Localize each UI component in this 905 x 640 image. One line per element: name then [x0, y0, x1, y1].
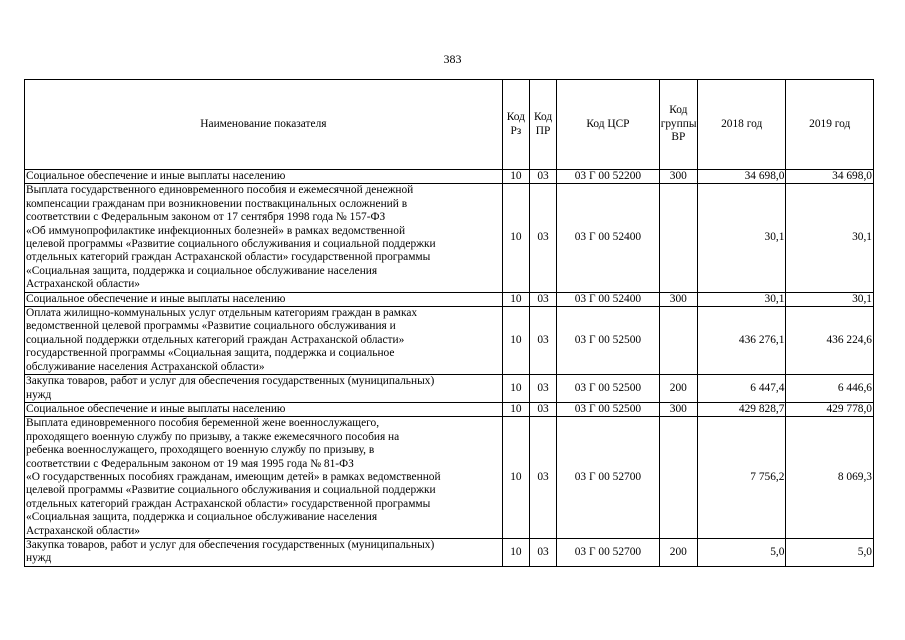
table-row: [25, 402, 874, 416]
row-2019: 436 224,6: [786, 307, 874, 375]
row-csr: 03 Г 00 52700: [557, 538, 660, 566]
header-pr-line-1: Код: [533, 111, 553, 124]
header-rz-line-1: Код: [506, 111, 525, 124]
table-row: [25, 184, 874, 292]
table-row: [25, 375, 874, 403]
row-rz: 10: [502, 375, 529, 403]
row-vr: [659, 417, 697, 539]
header-row: [25, 80, 874, 170]
row-name-line: соответствии с Федеральным законом от 17 сентября 1998 года № 157-ФЗ: [26, 211, 386, 224]
row-vr: 300: [659, 292, 697, 306]
row-name-line: «Об иммунопрофилактике инфекционных болезней» в рамках ведомственной: [26, 224, 406, 237]
row-2018: 436 276,1: [697, 307, 786, 375]
row-name-line: «Социальная защита, поддержка и социальное обслуживание населения: [26, 511, 378, 524]
row-name: [25, 292, 503, 306]
row-csr: 03 Г 00 52200: [557, 170, 660, 184]
row-name-line: ведомственной целевой программы «Развитие социального обслуживания и: [26, 320, 396, 333]
row-name-line: отдельных категорий граждан Астраханской области» государственной программы: [26, 497, 431, 510]
row-csr: 03 Г 00 52400: [557, 292, 660, 306]
row-2019: 5,0: [786, 538, 874, 566]
row-name-line: соответствии с Федеральным законом от 19 мая 1995 года № 81-ФЗ: [26, 457, 354, 470]
row-csr: 03 Г 00 52500: [557, 307, 660, 375]
row-rz: 10: [502, 538, 529, 566]
row-name-line: Астраханской области»: [26, 278, 140, 291]
row-2019: 30,1: [786, 184, 874, 292]
header-vr-line-2: группы: [660, 117, 697, 130]
budget-table: [24, 79, 874, 567]
row-rz: 10: [502, 417, 529, 539]
row-name-line: нужд: [26, 388, 52, 401]
row-2019: 6 446,6: [786, 375, 874, 403]
row-name-line: Закупка товаров, работ и услуг для обеспечения государственных (муниципальных): [26, 375, 435, 388]
row-rz: 10: [502, 292, 529, 306]
row-name: [25, 375, 503, 403]
row-2019: 8 069,3: [786, 417, 874, 539]
row-name: [25, 307, 503, 375]
row-name-line: отдельных категорий граждан Астраханской области» государственной программы: [26, 251, 431, 264]
table-row: [25, 538, 874, 566]
row-vr: 200: [659, 375, 697, 403]
row-csr: 03 Г 00 52500: [557, 402, 660, 416]
row-rz: 10: [502, 402, 529, 416]
table-row: [25, 417, 874, 539]
table-row: [25, 170, 874, 184]
header-csr: Код ЦСР: [557, 80, 660, 170]
row-2018: 6 447,4: [697, 375, 786, 403]
row-2018: 34 698,0: [697, 170, 786, 184]
row-name-line: Оплата жилищно-коммунальных услуг отдельным категориям граждан в рамках: [26, 307, 418, 320]
row-name-line: Социальное обеспечение и иные выплаты населению: [26, 292, 286, 305]
header-pr-line-2: ПР: [535, 124, 551, 137]
row-csr: 03 Г 00 52500: [557, 375, 660, 403]
row-vr: 300: [659, 402, 697, 416]
row-pr: 03: [529, 417, 556, 539]
row-2019: 30,1: [786, 292, 874, 306]
table-row: [25, 292, 874, 306]
table-body: [25, 170, 874, 567]
row-vr: 300: [659, 170, 697, 184]
header-2018: 2018 год: [697, 80, 786, 170]
row-csr: 03 Г 00 52400: [557, 184, 660, 292]
row-name-line: Закупка товаров, работ и услуг для обеспечения государственных (муниципальных): [26, 538, 435, 551]
header-rz-line-2: Рз: [510, 124, 522, 137]
row-name: [25, 170, 503, 184]
row-name-line: проходящего военную службу по призыву, а также ежемесячного пособия на: [26, 430, 400, 443]
row-name: [25, 402, 503, 416]
row-csr: 03 Г 00 52700: [557, 417, 660, 539]
row-2018: 7 756,2: [697, 417, 786, 539]
row-name-line: «Социальная защита, поддержка и социальное обслуживание населения: [26, 264, 378, 277]
row-2018: 30,1: [697, 292, 786, 306]
header-vr: [659, 80, 697, 170]
row-2018: 429 828,7: [697, 402, 786, 416]
header-name: Наименование показателя: [25, 80, 503, 170]
row-rz: 10: [502, 184, 529, 292]
row-name-line: целевой программы «Развитие социального обслуживания и социальной поддержки: [26, 238, 436, 251]
table-row: [25, 307, 874, 375]
row-name-line: социальной поддержки отдельных категорий граждан Астраханской области»: [26, 333, 405, 346]
row-vr: [659, 307, 697, 375]
header-pr: [529, 80, 556, 170]
row-name: [25, 417, 503, 539]
row-pr: 03: [529, 307, 556, 375]
row-name-line: обслуживание населения Астраханской области»: [26, 360, 265, 373]
row-name: [25, 538, 503, 566]
header-vr-line-1: Код: [669, 104, 688, 117]
header-rz: [502, 80, 529, 170]
page-number: 383: [443, 52, 462, 66]
row-name-line: Астраханской области»: [26, 524, 140, 537]
row-2018: 30,1: [697, 184, 786, 292]
row-name-line: Выплата государственного единовременного пособия и ежемесячной денежной: [26, 184, 414, 197]
row-name-line: Социальное обеспечение и иные выплаты населению: [26, 170, 286, 182]
row-pr: 03: [529, 375, 556, 403]
row-name-line: Социальное обеспечение и иные выплаты населению: [26, 402, 286, 415]
row-name-line: государственной программы «Социальная защита, поддержка и социальное: [26, 347, 395, 360]
header-2019: 2019 год: [786, 80, 874, 170]
row-rz: 10: [502, 170, 529, 184]
row-2018: 5,0: [697, 538, 786, 566]
row-name-line: «О государственных пособиях гражданам, имеющим детей» в рамках ведомственной: [26, 470, 441, 483]
row-name-line: ребенка военнослужащего, проходящего военную службу по призыву, в: [26, 444, 375, 457]
row-vr: 200: [659, 538, 697, 566]
row-name-line: Выплата единовременного пособия беременной жене военнослужащего,: [26, 417, 380, 430]
row-pr: 03: [529, 170, 556, 184]
row-vr: [659, 184, 697, 292]
row-pr: 03: [529, 292, 556, 306]
row-name-line: компенсации гражданам при возникновении поствакцинальных осложнений в: [26, 197, 408, 210]
row-name-line: целевой программы «Развитие социального обслуживания и социальной поддержки: [26, 484, 436, 497]
row-name: [25, 184, 503, 292]
row-2019: 34 698,0: [786, 170, 874, 184]
row-pr: 03: [529, 402, 556, 416]
row-pr: 03: [529, 538, 556, 566]
row-rz: 10: [502, 307, 529, 375]
header-vr-line-3: ВР: [671, 131, 686, 144]
row-pr: 03: [529, 184, 556, 292]
row-name-line: нужд: [26, 552, 52, 565]
row-2019: 429 778,0: [786, 402, 874, 416]
